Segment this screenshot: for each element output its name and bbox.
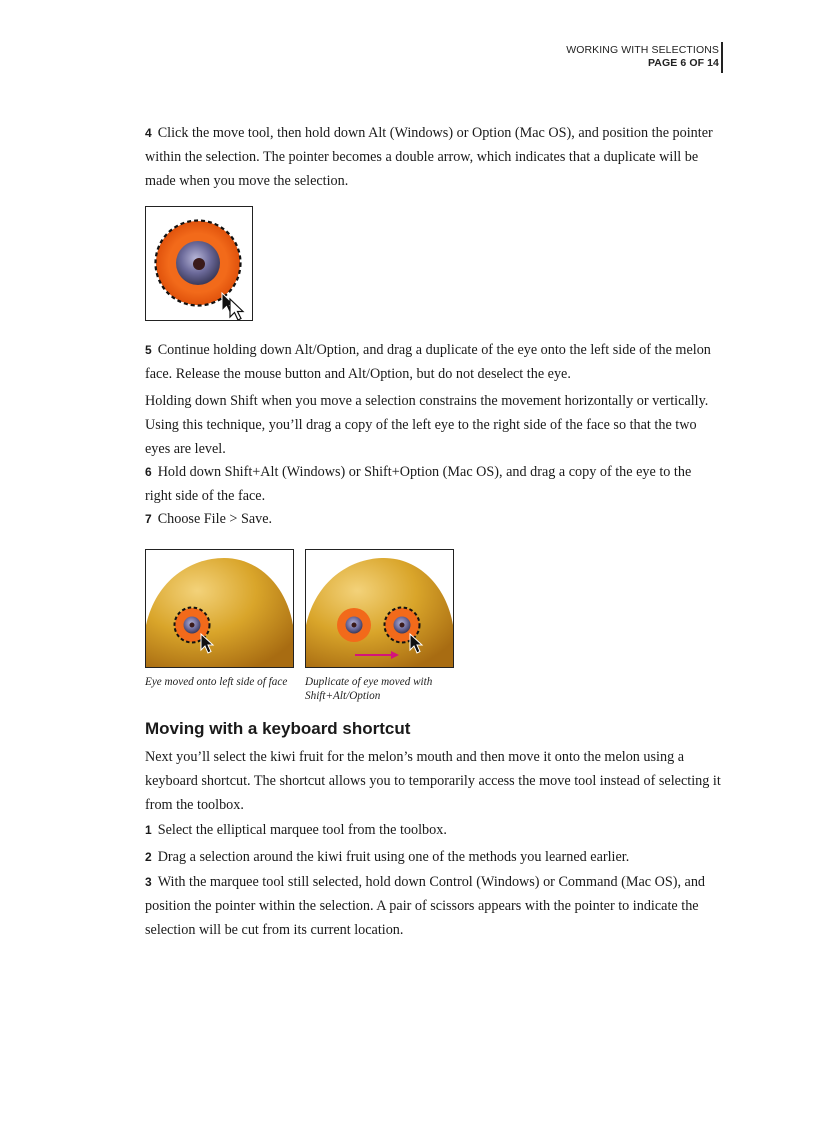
section-intro xyxy=(145,745,721,817)
caption-right xyxy=(305,675,432,703)
melon-shape xyxy=(306,558,453,667)
header-page-number: PAGE 6 OF 14 xyxy=(647,57,719,69)
step-number: 3 xyxy=(145,875,152,889)
step-number: 2 xyxy=(145,850,152,864)
step-text: Hold down Shift+Alt (Windows) or Shift+Option (Mac OS), and drag a copy of the eye to the right side of the face. xyxy=(145,464,692,504)
header-section-title: WORKING WITH SELECTIONS xyxy=(566,44,719,56)
step-number: 5 xyxy=(145,343,152,357)
caption-right-line-1: Duplicate of eye moved with xyxy=(305,676,433,688)
step-text: Choose File > Save. xyxy=(157,511,273,527)
caption-left: Eye moved onto left side of face xyxy=(145,676,288,688)
step-number: 4 xyxy=(145,126,152,140)
body-text: Next you’ll select the kiwi fruit for the melon’s mouth and then move it onto the melon using a keyboard shortcut. The shortcut allows you to temporarily access the move tool instead of selecting it from the toolbox. xyxy=(145,749,721,813)
section-heading: Moving with a keyboard shortcut xyxy=(145,719,411,738)
eye-pupil xyxy=(193,258,205,270)
step-text: Drag a selection around the kiwi fruit using one of the methods you learned earlier. xyxy=(157,849,630,865)
melon-right-eye-pupil xyxy=(400,623,405,628)
melon-left-eye-illustration xyxy=(146,550,293,667)
step-4 xyxy=(145,121,721,193)
melon-shape xyxy=(146,558,293,667)
body-text: Holding down Shift when you move a selection constrains the movement horizontally or vertically. Using this technique, you’ll drag a copy of the left eye to the right side of the face so that the two eyes are level. xyxy=(145,393,709,457)
step-number: 6 xyxy=(145,465,152,479)
step-number: 7 xyxy=(145,512,152,526)
step-5 xyxy=(145,338,721,386)
step-number: 1 xyxy=(145,823,152,837)
duplicate-pointer-icon xyxy=(222,293,243,320)
step-6 xyxy=(145,460,721,508)
step-text: With the marquee tool still selected, hold down Control (Windows) or Command (Mac OS), and position the pointer within the selection. A pair of scissors appears with the pointer to indicate the selection will be cut from its current location. xyxy=(145,874,706,938)
section-step-2 xyxy=(145,845,721,869)
melon-two-eyes-illustration xyxy=(306,550,453,667)
header-rule xyxy=(721,42,723,73)
figure-melon-left-eye xyxy=(145,549,294,668)
caption-right-line-2: Shift+Alt/Option xyxy=(305,690,381,702)
section-step-3 xyxy=(145,870,721,942)
step-text: Click the move tool, then hold down Alt (Windows) or Option (Mac OS), and position the pointer within the selection. The pointer becomes a double arrow, which indicates that a duplicate will be made when you move the selection. xyxy=(145,125,713,189)
melon-left-eye-pupil xyxy=(352,623,357,628)
step-text: Continue holding down Alt/Option, and drag a duplicate of the eye onto the left side of the melon face. Release the mouse button and Alt/Option, but do not deselect the eye. xyxy=(145,342,711,382)
step-text: Select the elliptical marquee tool from the toolbox. xyxy=(157,822,447,838)
section-step-1 xyxy=(145,818,721,842)
eye-selection-illustration xyxy=(146,207,252,320)
running-header xyxy=(566,44,719,70)
shift-paragraph xyxy=(145,389,721,461)
figure-eye-selection xyxy=(145,206,253,321)
step-7 xyxy=(145,507,721,531)
melon-eye-pupil xyxy=(190,623,195,628)
figure-melon-two-eyes xyxy=(305,549,454,668)
